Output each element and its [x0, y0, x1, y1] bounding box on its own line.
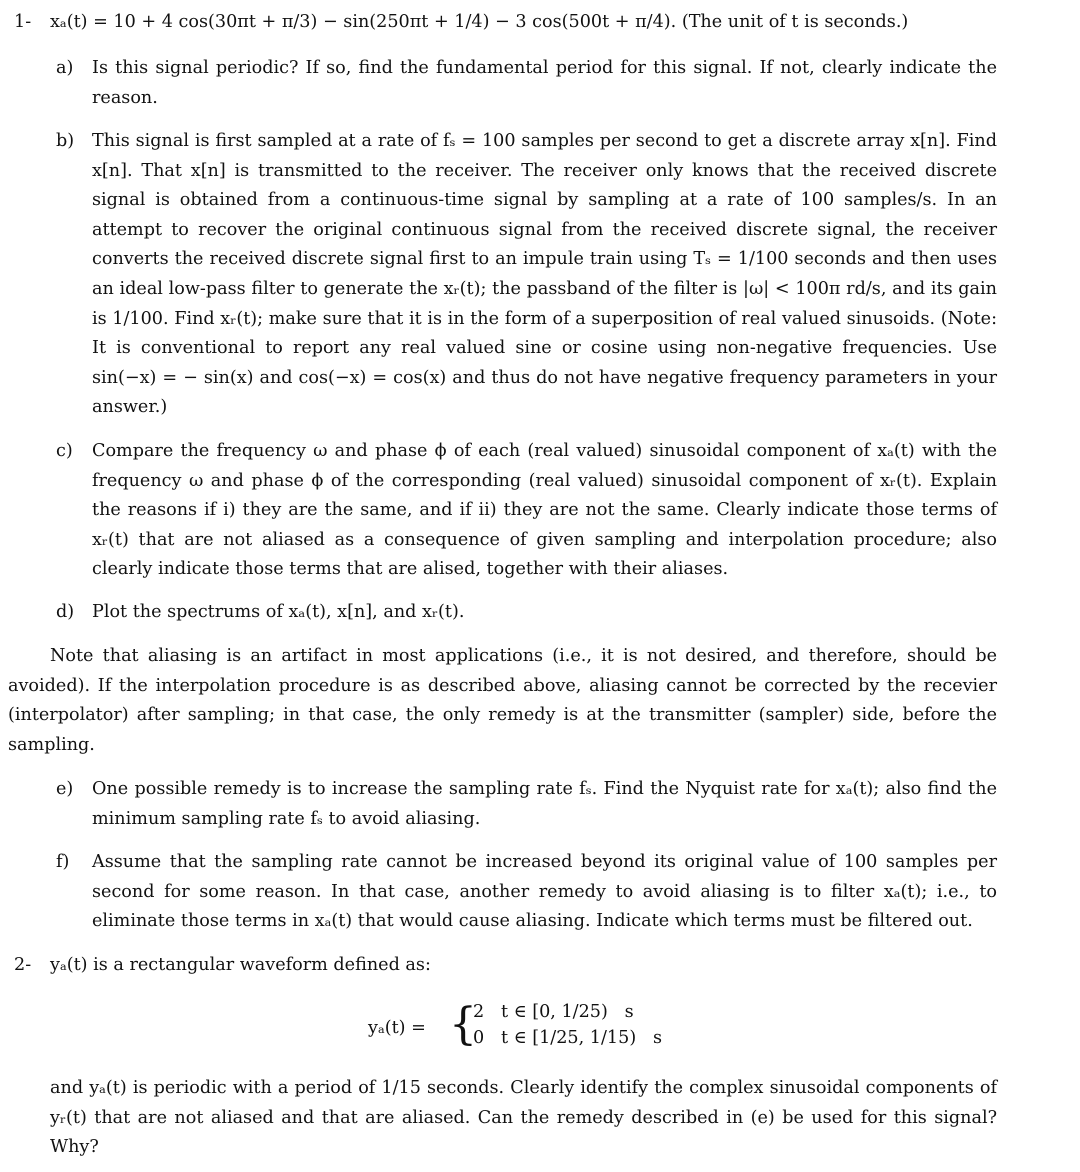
- part-b-label: b): [56, 131, 75, 151]
- piecewise-case-2: 0 t ∈ [1/25, 1/15) s: [473, 1028, 662, 1048]
- question-1-equation: xₐ(t) = 10 + 4 cos(30πt + π/3) − sin(250πt + 1/4) − 3 cos(500t + π/4). (The unit of t is seconds.): [50, 12, 909, 32]
- part-f-text: Assume that the sampling rate cannot be increased beyond its original value of 100 samples per second for some reason. In that case, another remedy to avoid aliasing is to filter xₐ(t); i.e., to eliminate those terms in xₐ(t) that would cause aliasing. Indicate which terms must be filtered out.: [92, 852, 997, 932]
- part-f-label: f): [56, 852, 70, 872]
- part-d-label: d): [56, 602, 75, 622]
- part-a-label: a): [56, 58, 74, 78]
- part-a-text: Is this signal periodic? If so, find the fundamental period for this signal. If not, clearly indicate the reason.: [92, 58, 997, 108]
- question-2-number: 2-: [14, 955, 32, 975]
- part-c-text: Compare the frequency ω and phase ϕ of each (real valued) sinusoidal component of xₐ(t) with the frequency ω and phase ϕ of the corresponding (real valued) sinusoidal component of xᵣ(t). Explain the reasons if i) they are the same, and if ii) they are not the same. Clearly indicate those terms of xᵣ(t) that are not aliased as a consequence of given sampling and interpolation procedure; also clearly indicate those terms that are alised, together with their aliases.: [92, 441, 997, 580]
- part-d-text: Plot the spectrums of xₐ(t), x[n], and xᵣ(t).: [92, 602, 465, 622]
- question-1-number: 1-: [14, 12, 32, 32]
- part-c-label: c): [56, 441, 73, 461]
- piecewise-case-1: 2 t ∈ [0, 1/25) s: [473, 1002, 634, 1022]
- aliasing-note: Note that aliasing is an artifact in most applications (i.e., it is not desired, and therefore, should be avoided). If the interpolation procedure is as described above, aliasing cannot be corrected by the recevier (interpolator) after sampling; in that case, the only remedy is at the transmitter (sampler) side, before the sampling.: [8, 646, 997, 755]
- piecewise-brace: {: [449, 999, 477, 1050]
- part-b-text: This signal is first sampled at a rate of fₛ = 100 samples per second to get a discrete array x[n]. Find x[n]. That x[n] is transmitted to the receiver. The receiver only knows that the received discrete signal is obtained from a continuous-time signal by sampling at a rate of 100 samples/s. In an attempt to recover the original continuous signal from the received discrete signal, the receiver converts the received discrete signal first to an impule train using Tₛ = 1/100 seconds and then uses an ideal low-pass filter to generate the xᵣ(t); the passband of the filter is |ω| < 100π rd/s, and its gain is 1/100. Find xᵣ(t); make sure that it is in the form of a superposition of real valued sinusoids. (Note: It is conventional to report any real valued sine or cosine using non-negative frequencies. Use sin(−x) = − sin(x) and cos(−x) = cos(x) and thus do not have negative frequency parameters in your answer.): [92, 131, 997, 418]
- piecewise-lhs: yₐ(t) =: [368, 1018, 426, 1038]
- question-2-text: and yₐ(t) is periodic with a period of 1/15 seconds. Clearly identify the complex sinusoidal components of yᵣ(t) that are not aliased and that are aliased. Can the remedy described in (e) be used for this signal? Why?: [50, 1078, 997, 1158]
- part-e-text: One possible remedy is to increase the sampling rate fₛ. Find the Nyquist rate for xₐ(t); also find the minimum sampling rate fₛ to avoid aliasing.: [92, 779, 997, 829]
- part-e-label: e): [56, 779, 74, 799]
- question-2-intro: yₐ(t) is a rectangular waveform defined as:: [50, 955, 431, 975]
